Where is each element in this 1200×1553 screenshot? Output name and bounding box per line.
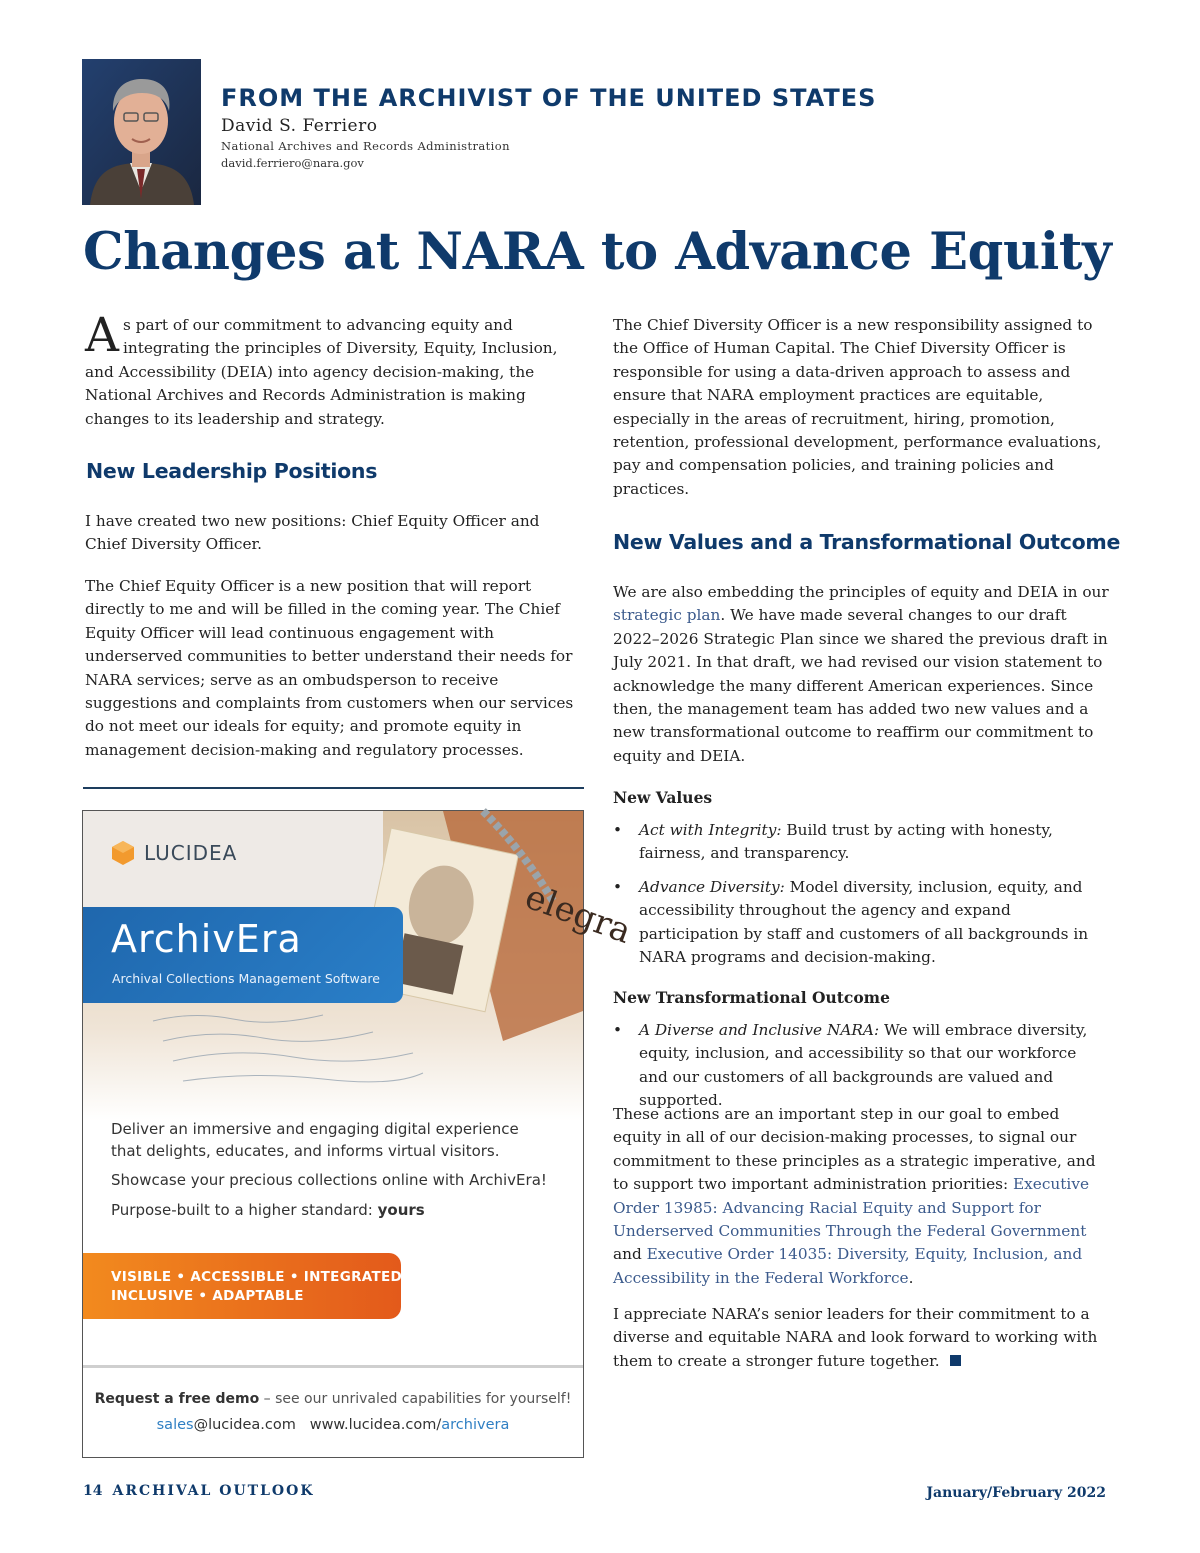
features-line-2: INCLUSIVE • ADAPTABLE — [111, 1288, 304, 1304]
strategic-plan-link[interactable]: strategic plan — [613, 606, 721, 625]
outcome-text: We will embrace diversity, equity, inclusion, and accessibility so that our workforce and our customers of all backgrounds are valued and supported. — [639, 1021, 1088, 1110]
paragraph-created: I have created two new positions: Chief Equity Officer and Chief Diversity Officer. — [85, 512, 540, 554]
article-title: Changes at NARA to Advance Equity — [83, 222, 1112, 282]
email-user: sales — [156, 1417, 194, 1433]
issue-date: January/February 2022 — [926, 1485, 1106, 1501]
paragraph-embedding — [613, 581, 1113, 768]
demo-cta-bold[interactable]: Request a free demo — [94, 1391, 260, 1407]
value-term: Advance Diversity: — [639, 877, 785, 896]
value-text: Model diversity, inclusion, equity, and accessibility throughout the agency and expand participation by staff and customers of all backgrounds in NARA programs and decision-making. — [639, 877, 1089, 967]
publication-name: ARCHIVAL OUTLOOK — [112, 1483, 315, 1499]
product-tagline: Archival Collections Management Software — [112, 971, 380, 986]
footer-left — [83, 1483, 314, 1499]
subheading-new-values: New Values — [613, 788, 713, 807]
advertisement[interactable] — [82, 810, 637, 1458]
embedding-text-end: . We have made several changes to our draft 2022–2026 Strategic Plan since we shared the previous draft in July 2021. In that draft, we had revised our vision statement to acknowledge the many different American experiences. Since then, the management team has added two new values and a new transformational outcome to reaffirm our commitment to equity and DEIA. — [613, 606, 1108, 765]
intro-paragraph — [85, 308, 565, 431]
paragraph-actions — [613, 1103, 1103, 1290]
svg-text:elegra: elegra — [519, 876, 637, 952]
lucidea-logo — [110, 840, 237, 866]
page-number: 14 — [83, 1483, 103, 1499]
embedding-text-start: We are also embedding the principles of equity and DEIA in our — [613, 583, 1109, 601]
hexagon-logo-icon — [110, 840, 136, 866]
portrait-image — [82, 59, 201, 205]
ad-copy-1: Deliver an immersive and engaging digital experience that delights, educates, and informs virtual visitors. — [111, 1120, 519, 1160]
demo-cta — [83, 1391, 583, 1407]
ad-contact — [83, 1417, 583, 1433]
paragraph-closing — [613, 1303, 1108, 1373]
executive-order-13985-link[interactable]: Executive Order 13985: Advancing Racial Equity and Support for Underserved Communities Through the Federal Government — [613, 1175, 1090, 1241]
executive-order-14035-link[interactable]: Executive Order 14035: Diversity, Equity, Inclusion, and Accessibility in the Federal Workforce — [613, 1245, 1083, 1287]
ad-copy-3 — [111, 1199, 571, 1221]
features-banner — [83, 1253, 401, 1319]
email-domain: @lucidea.com — [193, 1417, 296, 1433]
paragraph-chief-diversity: The Chief Diversity Officer is a new responsibility assigned to the Office of Human Capital. The Chief Diversity Officer is responsible for using a data-driven approach to assess and ensure that NARA employment practices are equitable, especially in the areas of recruitment, hiring, promotion, retention, professional development, performance evaluations, pay and compensation policies, and training policies and practices. — [613, 316, 1102, 498]
author-portrait — [82, 59, 201, 205]
ad-copy-3-text: Purpose-built to a higher standard: — [111, 1201, 378, 1219]
actions-text: These actions are an important step in our goal to embed equity in all of our decision-making processes, to signal our commitment to these principles as a strategic imperative, and to support two important administration priorities: — [613, 1105, 1096, 1194]
actions-conjunction: and — [613, 1245, 647, 1264]
value-term: Act with Integrity: — [639, 821, 782, 839]
end-mark-icon — [950, 1355, 961, 1366]
actions-period: . — [908, 1268, 914, 1287]
values-list — [613, 819, 1108, 979]
ad-email-link[interactable] — [157, 1417, 296, 1433]
paragraph-chief-equity: The Chief Equity Officer is a new position that will report directly to me and will be filled in the coming year. The Chief Equity Officer will lead continuous engagement with underserved communities to better understand their needs for NARA services; serve as an ombudsperson to receive suggestions and complaints from customers when our services do not meet our ideals for equity; and promote equity in management decision-making and regulatory processes. — [85, 577, 574, 759]
author-name: David S. Ferriero — [221, 116, 378, 136]
ad-copy-3-bold: yours — [377, 1201, 425, 1219]
heading-leadership: New Leadership Positions — [86, 459, 378, 483]
list-item — [613, 876, 1108, 970]
product-name: ArchivEra — [111, 917, 302, 961]
url-base: www.lucidea.com/ — [309, 1417, 442, 1433]
closing-text: I appreciate NARA’s senior leaders for their commitment to a diverse and equitable NARA and look forward to working with them to create a stronger future together. — [613, 1305, 1098, 1370]
list-item — [613, 819, 1108, 866]
column-divider — [83, 787, 584, 789]
drop-cap: A — [85, 308, 119, 363]
url-path: archivera — [441, 1417, 510, 1433]
ad-url-link[interactable] — [310, 1417, 510, 1433]
author-email[interactable]: david.ferriero@nara.gov — [221, 156, 364, 170]
list-item — [613, 1019, 1108, 1113]
features-line-1: VISIBLE • ACCESSIBLE • INTEGRATED — [111, 1269, 403, 1285]
ad-divider — [83, 1365, 583, 1368]
ad-copy-2: Showcase your precious collections online with ArchivEra! — [111, 1171, 547, 1189]
outcome-term: A Diverse and Inclusive NARA: — [639, 1021, 880, 1039]
heading-values: New Values and a Transformational Outcome — [613, 530, 1121, 554]
value-text: Build trust by acting with honesty, fairness, and transparency. — [639, 821, 1053, 863]
column-kicker: FROM THE ARCHIVIST OF THE UNITED STATES — [221, 84, 877, 112]
demo-cta-text: – see our unrivaled capabilities for yourself! — [259, 1391, 572, 1407]
subheading-outcome: New Transformational Outcome — [613, 988, 890, 1007]
intro-text: s part of our commitment to advancing equity and integrating the principles of Diversity, Equity, Inclusion, and Accessibility (DEIA) into agency decision-making, the National Archives and Records Administration is making changes to its leadership and strategy. — [85, 316, 558, 428]
author-organization: National Archives and Records Administration — [221, 139, 510, 153]
lucidea-wordmark: LUCIDEA — [144, 841, 238, 865]
